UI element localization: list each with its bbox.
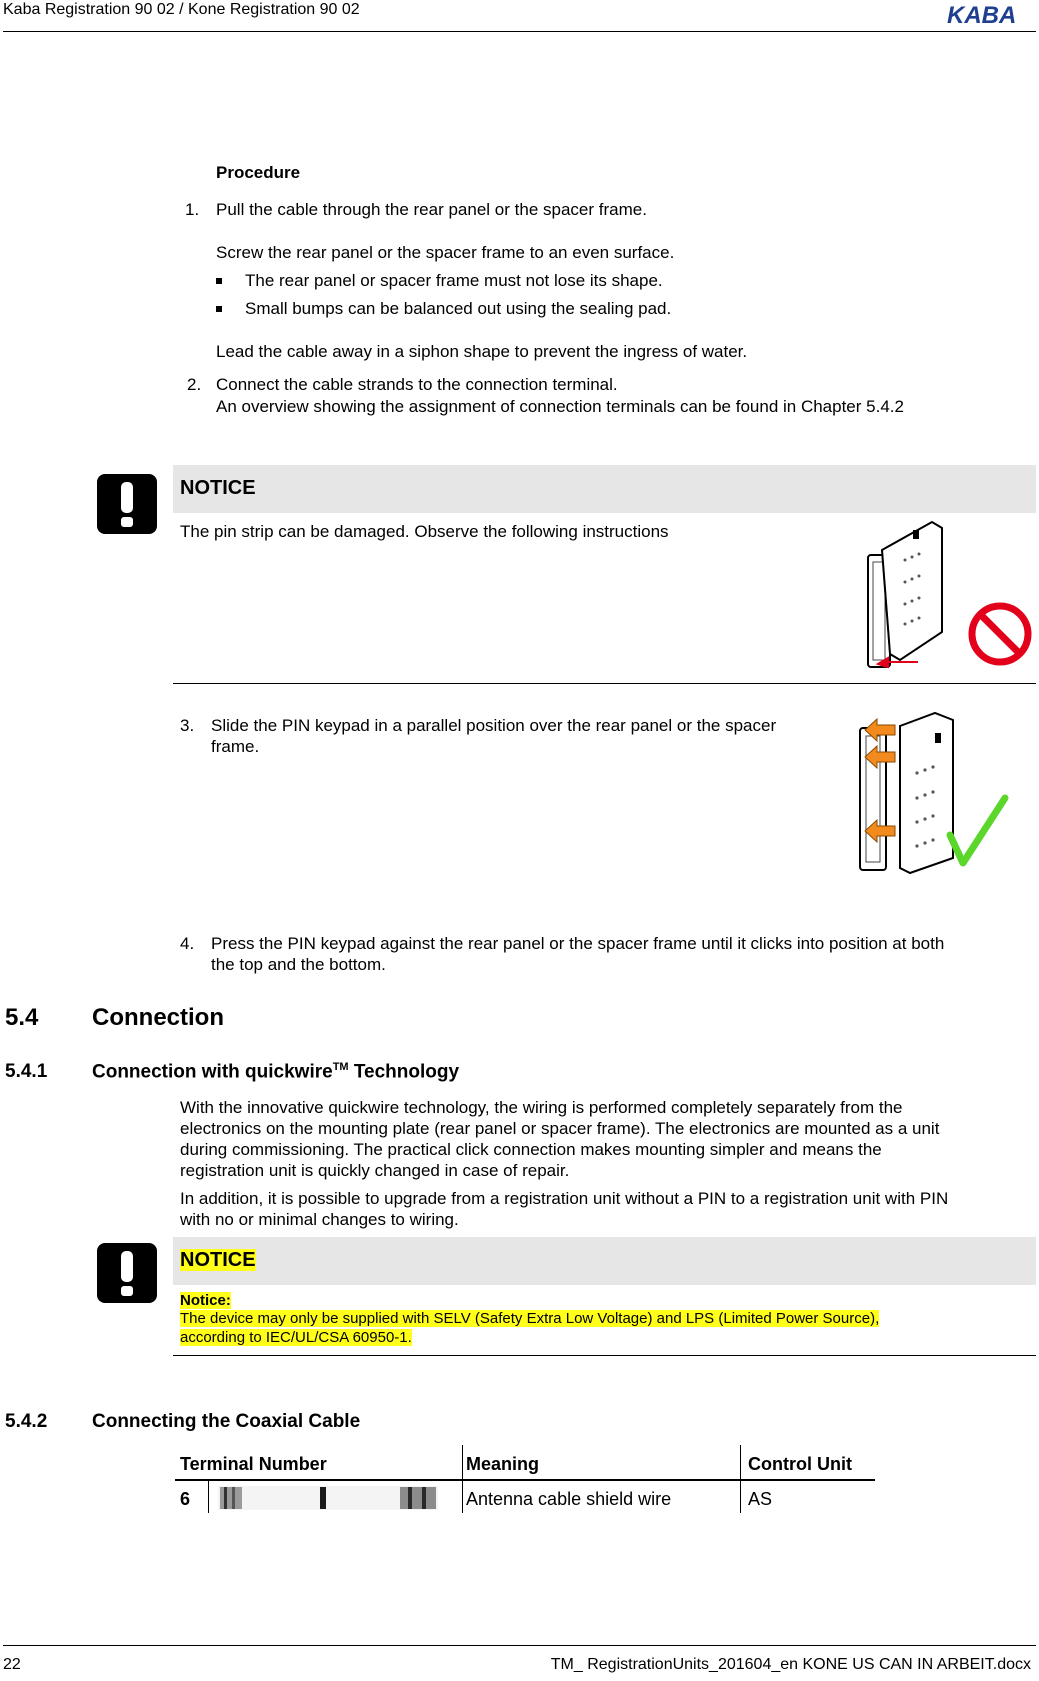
section-number: 5.4 — [5, 1004, 39, 1031]
notice-line-2: according to IEC/UL/CSA 60950-1. — [180, 1329, 412, 1346]
step-4-line-1: Press the PIN keypad against the rear panel or the spacer frame until it clicks into position at both — [211, 934, 945, 953]
page-number: 22 — [3, 1656, 21, 1673]
step-2-line-1: Connect the cable strands to the connection terminal. — [216, 375, 618, 394]
kaba-logo-text: KABA — [947, 2, 1017, 26]
step-3-line-1: Slide the PIN keypad in a parallel position over the rear panel or the spacer — [211, 716, 777, 735]
bullet-item: The rear panel or spacer frame must not lose its shape. — [245, 271, 663, 290]
document-filename: TM_ RegistrationUnits_201604_en KONE US CAN IN ARBEIT.docx — [550, 1656, 1031, 1673]
paragraph-line: with no or minimal changes to wiring. — [180, 1210, 459, 1229]
step-4-number: 4. — [180, 934, 195, 953]
table-header-meaning: Meaning — [466, 1454, 540, 1474]
section-title: Connection — [92, 1004, 224, 1031]
keypad-tilted-illustration — [860, 520, 1035, 670]
paragraph-line: registration unit is quickly changed in case of repair. — [180, 1161, 570, 1180]
paragraph-line: With the innovative quickwire technology, the wiring is performed completely separately from the — [180, 1098, 903, 1117]
footer-divider — [3, 1645, 1036, 1646]
header-divider — [3, 31, 1036, 32]
table-cell-terminal: 6 — [180, 1489, 191, 1509]
notice-title: NOTICE — [180, 477, 256, 499]
step-4-line-2: the top and the bottom. — [211, 955, 386, 974]
notice-header-bar — [173, 1237, 1036, 1285]
subsection-title: Connecting the Coaxial Cable — [92, 1411, 361, 1432]
exclamation-icon — [96, 1242, 158, 1304]
keypad-parallel-illustration — [855, 708, 1015, 878]
subsection-number: 5.4.1 — [5, 1061, 48, 1082]
table-column-divider — [208, 1481, 209, 1513]
table-header-rule — [175, 1479, 875, 1481]
table-cell-meaning: Antenna cable shield wire — [466, 1489, 672, 1509]
paragraph-line: In addition, it is possible to upgrade from a registration unit without a PIN to a registration unit with PIN — [180, 1189, 949, 1208]
bullet-marker — [216, 306, 222, 312]
subsection-title: Connection with quickwire™ Technology — [92, 1061, 460, 1083]
notice-divider — [173, 1355, 1036, 1356]
exclamation-icon — [96, 473, 158, 535]
step-1-number: 1. — [185, 200, 200, 219]
step-3-number: 3. — [180, 716, 195, 735]
step-1-subtext: Screw the rear panel or the spacer frame to an even surface. — [216, 243, 675, 262]
bullet-item: Small bumps can be balanced out using the sealing pad. — [245, 299, 672, 318]
notice-divider — [173, 683, 1036, 684]
table-header-terminal: Terminal Number — [180, 1454, 327, 1474]
step-1-text: Pull the cable through the rear panel or the spacer frame. — [216, 200, 647, 219]
notice-text: The pin strip can be damaged. Observe the following instructions — [180, 522, 669, 541]
table-cell-control-unit: AS — [748, 1489, 773, 1509]
procedure-heading: Procedure — [216, 163, 301, 182]
table-header-control-unit: Control Unit — [748, 1454, 852, 1474]
notice-header-bar — [173, 465, 1036, 513]
paragraph-line: during commissioning. The practical click connection makes mounting simpler and means the — [180, 1140, 882, 1159]
step-3-line-2: frame. — [211, 737, 260, 756]
table-column-divider — [740, 1445, 741, 1513]
table-column-divider — [462, 1445, 463, 1513]
kaba-logo — [945, 2, 1029, 26]
notice-label: Notice: — [180, 1292, 231, 1309]
step-2-number: 2. — [187, 375, 202, 394]
step-1-note: Lead the cable away in a siphon shape to prevent the ingress of water. — [216, 342, 748, 361]
prohibited-icon — [972, 606, 1028, 662]
document-header-title: Kaba Registration 90 02 / Kone Registration 90 02 — [3, 1, 360, 18]
checkmark-icon — [950, 798, 1005, 863]
notice-title: NOTICE — [180, 1249, 256, 1271]
cable-wire-image — [218, 1486, 438, 1510]
step-2-line-2: An overview showing the assignment of connection terminals can be found in Chapter 5.4.2 — [216, 397, 904, 416]
subsection-number: 5.4.2 — [5, 1411, 48, 1432]
paragraph-line: electronics on the mounting plate (rear panel or spacer frame). The electronics are mounted as a unit — [180, 1119, 940, 1138]
bullet-marker — [216, 278, 222, 284]
notice-line-1: The device may only be supplied with SELV (Safety Extra Low Voltage) and LPS (Limited Power Source), — [180, 1310, 880, 1327]
